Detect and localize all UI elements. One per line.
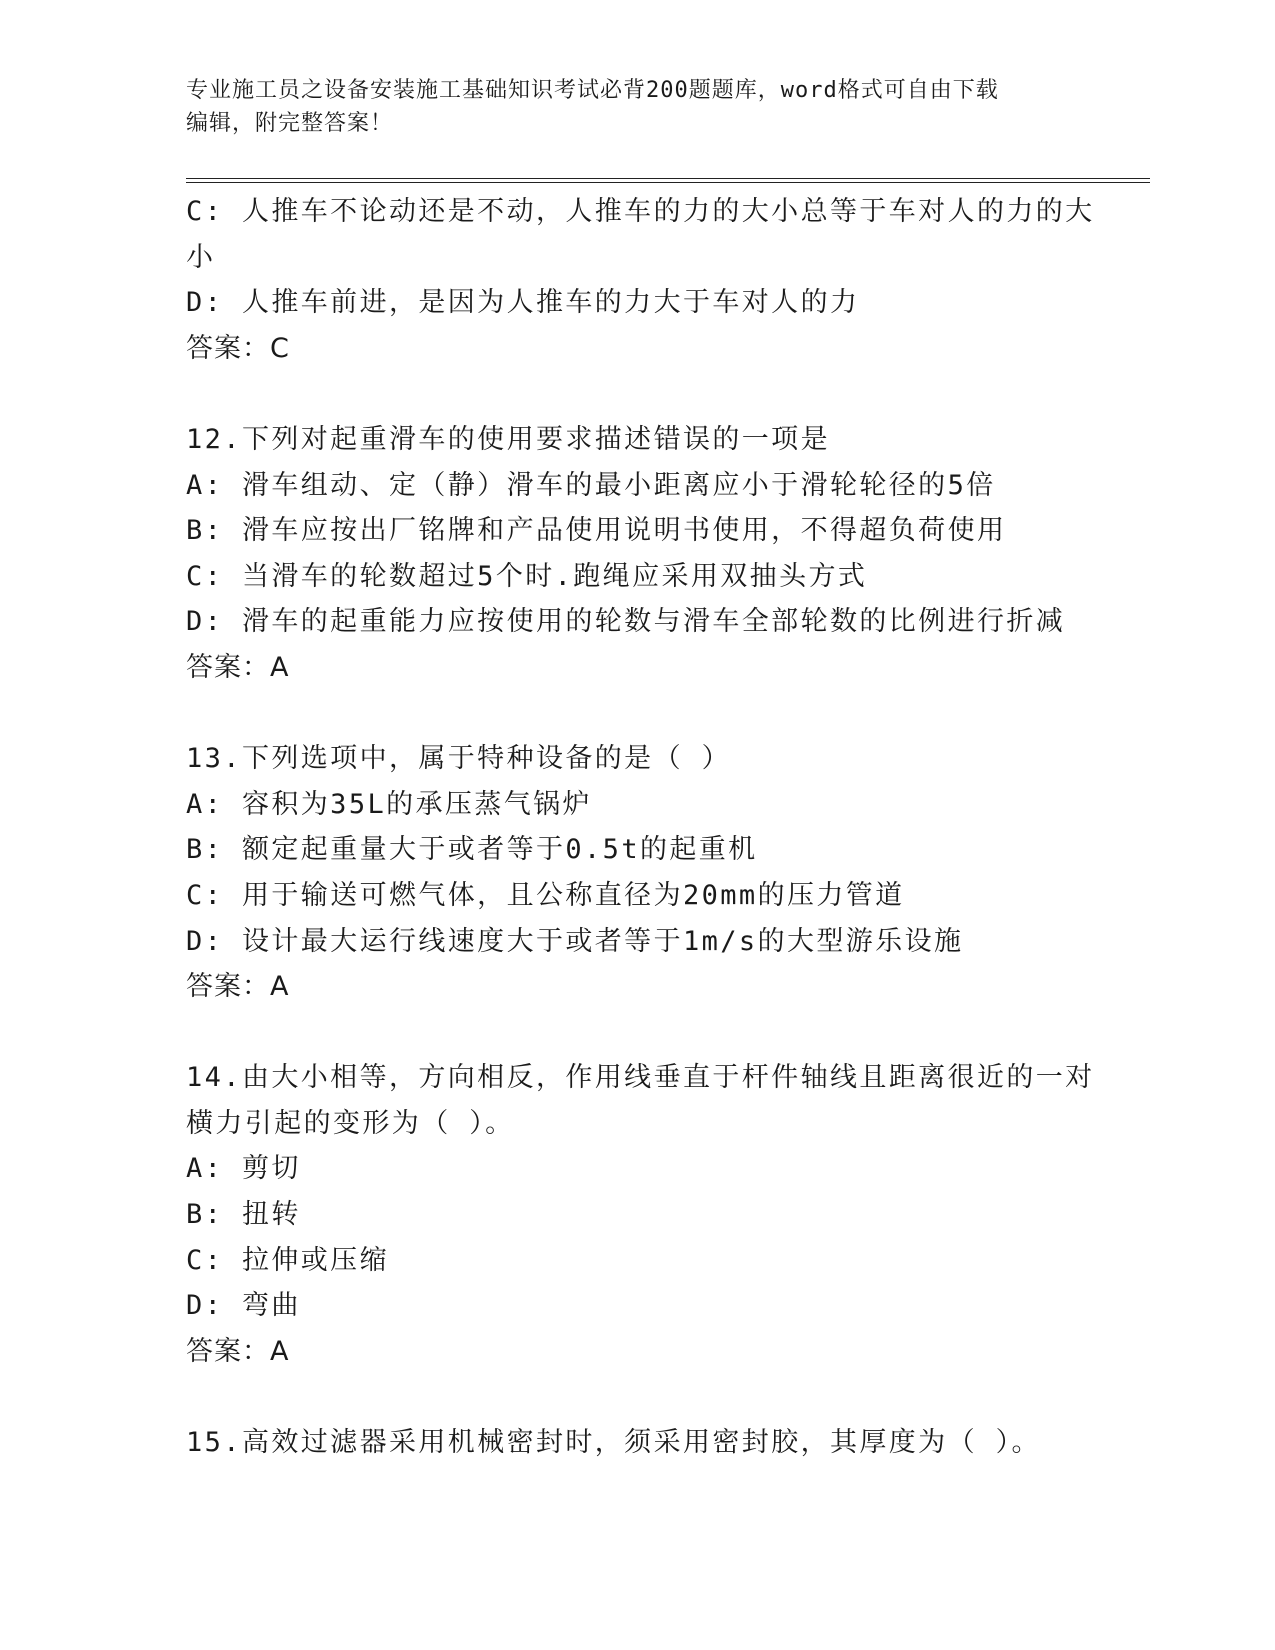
spacer xyxy=(186,1374,1086,1420)
q12-option-a: A: 滑车组动、定（静）滑车的最小距离应小于滑轮轮径的5倍 xyxy=(186,469,996,501)
q11-option-c-line2: 小 xyxy=(186,241,216,273)
spacer xyxy=(186,1010,1086,1056)
q11-option-c-line1: C: 人推车不论动还是不动，人推车的力的大小总等于车对人的力的大 xyxy=(186,196,1095,227)
q12-question: 12.下列对起重滑车的使用要求描述错误的一项是 xyxy=(186,423,830,455)
q14-option-b: B: 扭转 xyxy=(186,1199,301,1231)
header-title-line2: 编辑，附完整答案！ xyxy=(186,111,394,136)
question-11-tail xyxy=(186,189,1095,371)
question-12 xyxy=(186,417,1086,691)
header-title-line1: 专业施工员之设备安装施工基础知识考试必背200题题库，word格式可自由下载 xyxy=(186,78,999,103)
q14-option-c: C: 拉伸或压缩 xyxy=(186,1244,389,1276)
q13-option-a: A: 容积为35L的承压蒸气锅炉 xyxy=(186,788,592,820)
question-15 xyxy=(186,1420,1086,1466)
question-13 xyxy=(186,736,1086,1010)
q14-question-line1: 14.由大小相等，方向相反，作用线垂直于杆件轴线且距离很近的一对 xyxy=(186,1062,1095,1094)
q13-question: 13.下列选项中，属于特种设备的是（ ） xyxy=(186,743,732,775)
q14-option-a: A: 剪切 xyxy=(186,1153,301,1185)
q14-question-line2: 横力引起的变形为（ ）。 xyxy=(186,1107,515,1139)
question-list xyxy=(186,189,1095,1466)
spacer xyxy=(186,371,1086,417)
spacer xyxy=(186,691,1086,737)
question-14 xyxy=(186,1055,1095,1374)
q14-answer: 答案：A xyxy=(186,1335,290,1367)
q12-option-b: B: 滑车应按出厂铭牌和产品使用说明书使用，不得超负荷使用 xyxy=(186,515,1007,547)
q11-option-d: D: 人推车前进，是因为人推车的力大于车对人的力 xyxy=(186,287,860,319)
q11-answer: 答案：C xyxy=(186,332,290,364)
q14-option-d: D: 弯曲 xyxy=(186,1290,301,1322)
q13-option-c: C: 用于输送可燃气体，且公称直径为20mm的压力管道 xyxy=(186,879,905,911)
q15-question: 15.高效过滤器采用机械密封时，须采用密封胶，其厚度为（ ）。 xyxy=(186,1427,1041,1459)
q12-option-c: C: 当滑车的轮数超过5个时.跑绳应采用双抽头方式 xyxy=(186,560,868,592)
q12-option-d: D: 滑车的起重能力应按使用的轮数与滑车全部轮数的比例进行折减 xyxy=(186,606,1066,638)
q13-option-b: B: 额定起重量大于或者等于0.5t的起重机 xyxy=(186,834,758,866)
q12-answer: 答案：A xyxy=(186,651,290,683)
header-double-rule xyxy=(186,178,1150,183)
q13-option-d: D: 设计最大运行线速度大于或者等于1m/s的大型游乐设施 xyxy=(186,925,964,957)
q13-answer: 答案：A xyxy=(186,971,290,1003)
document-header xyxy=(186,74,1086,140)
